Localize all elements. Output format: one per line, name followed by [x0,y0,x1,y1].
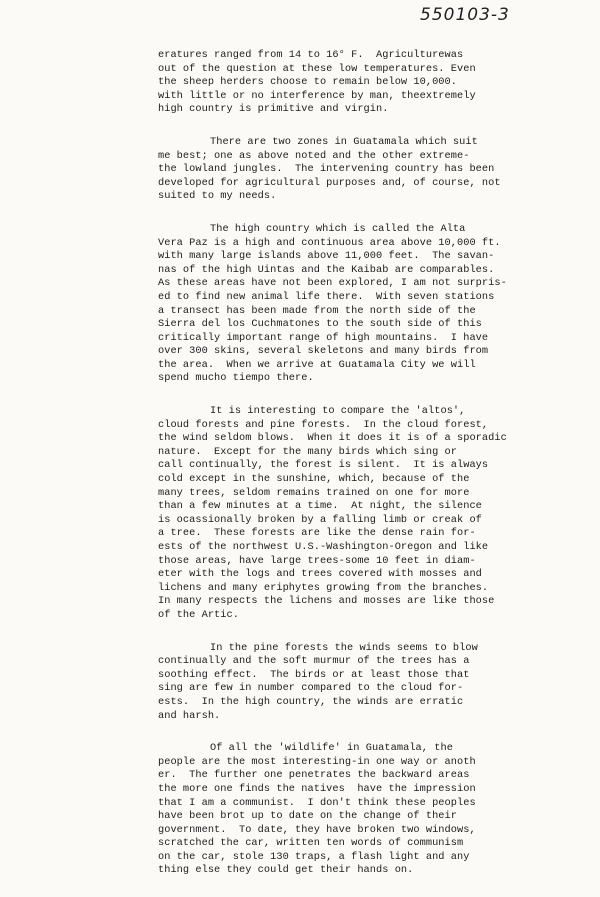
text-line: cloud forests and pine forests. In the cloud forest, [158,418,489,431]
text-line: and harsh. [158,709,221,722]
text-line: In many respects the lichens and mosses are like those [158,595,495,608]
text-line: ed to find new animal life there. With seven stations [158,290,495,303]
text-line: than a few minutes at a time. At night, the silence [158,500,482,513]
text-line: spend mucho tiempo there. [158,372,314,385]
text-line: that I am a communist. I don't think these peoples [158,796,476,809]
paragraph [158,642,573,724]
text-line: Sierra del los Cuchmatones to the south side of this [158,318,482,331]
text-line: suited to my needs. [158,190,277,203]
text-line: lichens and many eriphytes growing from the branches. [158,581,489,594]
text-line: the more one finds the natives have the impression [158,782,476,795]
text-line: people are the most interesting-in one way or anoth [158,755,476,768]
text-line: high country is primitive and virgin. [158,103,389,116]
text-line: er. The further one penetrates the backward areas [158,769,470,782]
page-id-handwritten: 550103-3 [420,5,510,25]
text-line: those areas, have large trees-some 10 feet in diam- [158,554,476,567]
text-line: with little or no interference by man, theextremely [158,89,476,102]
text-line: call continually, the forest is silent. It is always [158,459,489,472]
text-line: of the Artic. [158,608,239,621]
paragraph [158,223,573,386]
text-line: As these areas have not been explored, I am not surpris- [158,277,507,290]
text-line: eratures ranged from 14 to 16° F. Agriculturewas [158,49,464,61]
typed-letter-body [158,49,573,897]
text-line: In the pine forests the winds seems to blow [210,641,478,654]
text-line: developed for agricultural purposes and, of course, not [158,176,501,189]
text-line: the sheep herders choose to remain below 10,000. [158,76,457,89]
paragraph [158,742,573,878]
paragraph [158,405,573,623]
text-line: eter with the logs and trees covered with mosses and [158,568,482,581]
text-line: many trees, seldom remains trained on one for more [158,486,470,499]
text-line: ests of the northwest U.S.-Washington-Oregon and like [158,541,489,553]
text-line: government. To date, they have broken two windows, [158,823,476,836]
text-line: over 300 skins, several skeletons and many birds from [158,345,489,358]
text-line: the area. When we arrive at Guatamala City we will [158,358,476,371]
text-line: scratched the car, written ten words of communism [158,837,464,850]
text-line: nas of the high Uintas and the Kaibab are comparables. [158,263,495,276]
text-line: cold except in the sunshine, which, because of the [158,473,470,486]
text-line: sing are few in number compared to the cloud for- [158,682,464,695]
paragraph [158,49,573,117]
text-line: is ocassionally broken by a falling limb or creak of [158,513,482,526]
text-line: Of all the 'wildlife' in Guatamala, the [210,742,453,755]
text-line: on the car, stole 130 traps, a flash light and any [158,850,470,863]
text-line: the lowland jungles. The intervening country has been [158,163,495,176]
text-line: have been brot up to date on the change of their [158,810,457,823]
text-line: The high country which is called the Alta [210,222,466,235]
text-line: It is interesting to compare the 'altos', [210,405,466,418]
text-line: out of the question at these low temperatures. Even [158,62,476,75]
text-line: a transect has been made from the north side of the [158,304,476,317]
paragraph [158,136,573,204]
text-line: Vera Paz is a high and continuous area above 10,000 ft. [158,236,501,249]
text-line: soothing effect. The birds or at least those that [158,668,470,681]
text-line: critically important range of high mountains. I have [158,331,489,344]
text-line: a tree. These forests are like the dense rain for- [158,527,476,540]
text-line: There are two zones in Guatamala which suit [210,135,478,148]
text-line: the wind seldom blows. When it does it is of a sporadic [158,432,507,445]
text-line: with many large islands above 11,000 feet. The savan- [158,250,495,263]
text-line: continually and the soft murmur of the trees has a [158,655,470,668]
text-line: thing else they could get their hands on. [158,864,414,877]
text-line: ests. In the high country, the winds are erratic [158,695,464,708]
text-line: nature. Except for the many birds which sing or [158,445,457,458]
text-line: me best; one as above noted and the other extreme- [158,149,470,162]
